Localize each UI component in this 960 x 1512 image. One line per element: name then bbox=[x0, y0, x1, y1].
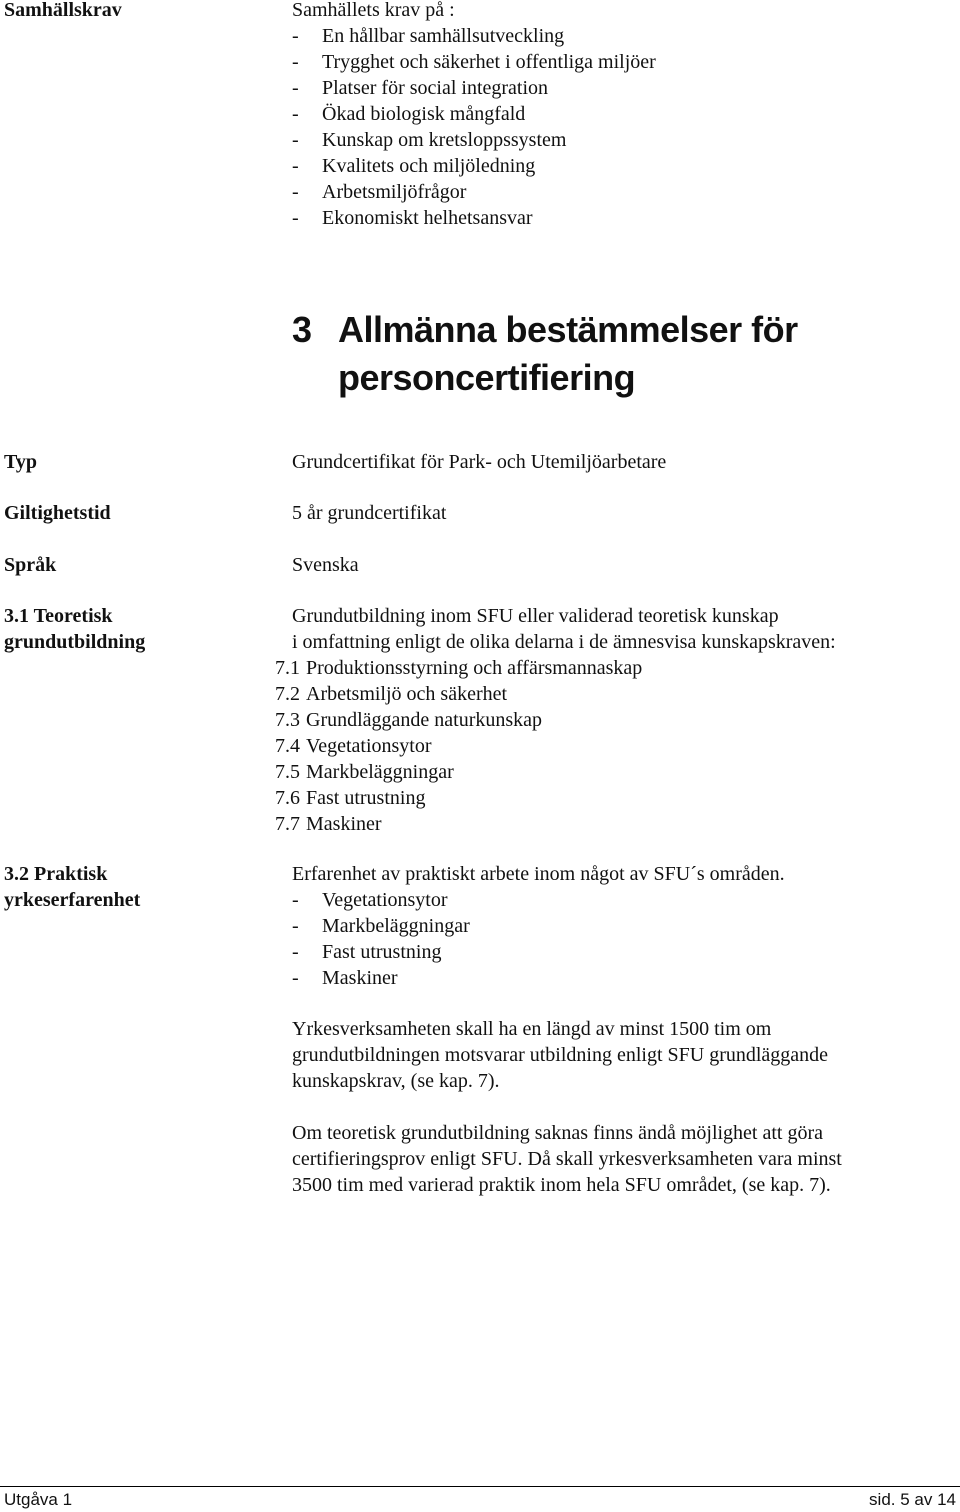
list-item: 7.7 Maskiner bbox=[275, 813, 382, 835]
list-item: 7.4 Vegetationsytor bbox=[275, 735, 432, 757]
list-item: - Maskiner bbox=[292, 967, 398, 989]
praktisk-text: Erfarenhet av praktiskt arbete inom något av SFU´s områden. - Vegetationsytor - Markbeläggningar - Fast utrustning - Maskiner bbox=[292, 863, 785, 989]
section-title-line2: personcertifiering bbox=[338, 357, 636, 398]
list-item: - Arbetsmiljöfrågor bbox=[292, 181, 467, 203]
list-item: 7.3 Grundläggande naturkunskap bbox=[275, 709, 543, 731]
praktisk-paragraph-2: Om teoretisk grundutbildning saknas finns ändå möjlighet att göra certifieringsprov enligt SFU. Då skall yrkesverksamheten vara minst 3500 tim med varierad praktik inom hela SFU området, (se kap. 7). bbox=[292, 1122, 842, 1196]
list-item: - Ekonomiskt helhetsansvar bbox=[292, 207, 533, 229]
list-item: - Vegetationsytor bbox=[292, 889, 448, 911]
list-item: 7.5 Markbeläggningar bbox=[275, 761, 454, 783]
label-praktisk: 3.2 Praktisk yrkeserfarenhet bbox=[4, 863, 141, 911]
footer-edition: Utgåva 1 bbox=[4, 1490, 73, 1509]
list-item: - En hållbar samhällsutveckling bbox=[292, 25, 565, 47]
praktisk-paragraph-1: Yrkesverksamheten skall ha en längd av minst 1500 tim om grundutbildningen motsvarar utbildning enligt SFU grundläggande kunskapskrav, (se kap. 7). bbox=[292, 1018, 829, 1092]
list-item: 7.6 Fast utrustning bbox=[275, 787, 426, 809]
footer-page-number: sid. 5 av 14 bbox=[869, 1490, 956, 1509]
list-item: - Trygghet och säkerhet i offentliga miljöer bbox=[292, 51, 656, 73]
samhallskrav-intro: Samhällets krav på : bbox=[292, 0, 455, 21]
value-sprak: Svenska bbox=[292, 554, 359, 576]
footer-divider bbox=[0, 1486, 960, 1487]
list-item: - Kunskap om kretsloppssystem bbox=[292, 129, 567, 151]
list-item: 7.2 Arbetsmiljö och säkerhet bbox=[275, 683, 508, 705]
list-item: - Ökad biologisk mångfald bbox=[292, 103, 526, 125]
list-item: - Fast utrustning bbox=[292, 941, 442, 963]
label-teoretisk: 3.1 Teoretisk grundutbildning bbox=[4, 605, 146, 653]
list-item: 7.1 Produktionsstyrning och affärsmannaskap bbox=[275, 657, 643, 679]
list-item: - Markbeläggningar bbox=[292, 915, 470, 937]
value-typ: Grundcertifikat för Park- och Utemiljöarbetare bbox=[292, 451, 667, 473]
label-sprak: Språk bbox=[4, 554, 57, 576]
list-item: - Platser för social integration bbox=[292, 77, 549, 99]
samhallskrav-list bbox=[292, 0, 656, 231]
label-giltighetstid: Giltighetstid bbox=[4, 502, 111, 524]
label-samhallskrav: Samhällskrav bbox=[4, 0, 122, 21]
value-giltighetstid: 5 år grundcertifikat bbox=[292, 502, 447, 524]
section-title-line1: Allmänna bestämmelser för bbox=[338, 309, 798, 350]
teoretisk-list bbox=[262, 655, 642, 837]
section-number: 3 bbox=[292, 309, 312, 350]
list-item: - Kvalitets och miljöledning bbox=[292, 155, 536, 177]
teoretisk-text: Grundutbildning inom SFU eller validerad teoretisk kunskap i omfattning enligt de olika delarna i de ämnesvisa kunskapskraven: bbox=[292, 605, 836, 653]
label-typ: Typ bbox=[4, 451, 37, 473]
